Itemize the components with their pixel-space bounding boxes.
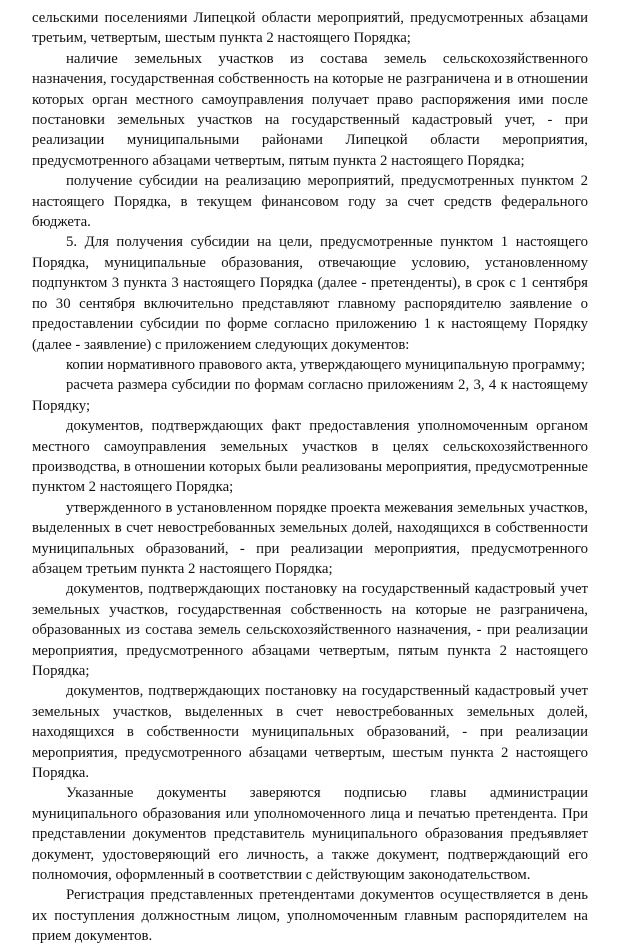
paragraph-12: Регистрация представленных претендентами документов осуществляется в день их поступления должностным лицом, уполномоченным главным распорядителем на прием документов. <box>32 887 588 945</box>
paragraph-5: копии нормативного правового акта, утверждающего муниципальную программу; <box>66 356 586 373</box>
paragraph-6: расчета размера субсидии по формам согласно приложениям 2, 3, 4 к настоящему Порядку; <box>32 377 588 414</box>
paragraph-1: сельскими поселениями Липецкой области мероприятий, предусмотренных абзацами третьим, четвертым, шестым пункта 2 настоящего Порядка; <box>32 10 588 47</box>
paragraph-7: документов, подтверждающих факт предоставления уполномоченным органом местного самоуправления земельных участков в целях сельскохозяйственного производства, в отношении которых были реализованы мероприятия, предусмотренные пунктом 2 настоящего Порядка; <box>32 418 588 496</box>
paragraph-8: утвержденного в установленном порядке проекта межевания земельных участков, выделенных в счет невостребованных земельных долей, находящихся в собственности муниципальных образований, - при реализации мероприятия, предусмотренного абзацем третьим пункта 2 настоящего Порядка; <box>32 499 588 577</box>
paragraph-11: Указанные документы заверяются подписью главы администрации муниципального образования или уполномоченного лица и печатью претендента. При представлении документов представитель муниципального образования предъявляет документ, удостоверяющий его личность, а также документ, подтверждающий его полномочия, оформленный в соответствии с действующим законодательством. <box>32 785 588 884</box>
document-page <box>32 8 588 947</box>
paragraph-9: документов, подтверждающих постановку на государственный кадастровый учет земельных участков, государственная собственность на которые не разграничена, образованных из состава земель сельскохозяйственного назначения, - при реализации мероприятия, предусмотренного абзацами четвертым, пятым пункта 2 настоящего Порядка; <box>32 581 588 679</box>
paragraph-10: документов, подтверждающих постановку на государственный кадастровый учет земельных участков, выделенных в счет невостребованных земельных долей, находящихся в собственности муниципальных образований, - при реализации мероприятия, предусмотренного абзацами четвертым, шестым пункта 2 настоящего Порядка. <box>32 683 588 782</box>
paragraph-2: наличие земельных участков из состава земель сельскохозяйственного назначения, государственная собственность на которые не разграничена и в отношении которых орган местного самоуправления получает право распоряжения ими после постановки земельных участков на государственный кадастровый учет, - при реализации муниципальными районами Липецкой области мероприятия, предусмотренного абзацами четвертым, пятым пункта 2 настоящего Порядка; <box>32 50 588 169</box>
paragraph-3: получение субсидии на реализацию мероприятий, предусмотренных пунктом 2 настоящего Порядка, в текущем финансовом году за счет средств федерального бюджета. <box>32 173 588 231</box>
paragraph-4: 5. Для получения субсидии на цели, предусмотренные пунктом 1 настоящего Порядка, муниципальные образования, отвечающие условию, установленному подпунктом 3 пункта 3 настоящего Порядка (далее - претенденты), в срок с 1 сентября по 30 сентября включительно представляют главному распорядителю заявление о предоставлении субсидии по форме согласно приложению 1 к настоящему Порядку (далее - заявление) с приложением следующих документов: <box>32 234 588 353</box>
